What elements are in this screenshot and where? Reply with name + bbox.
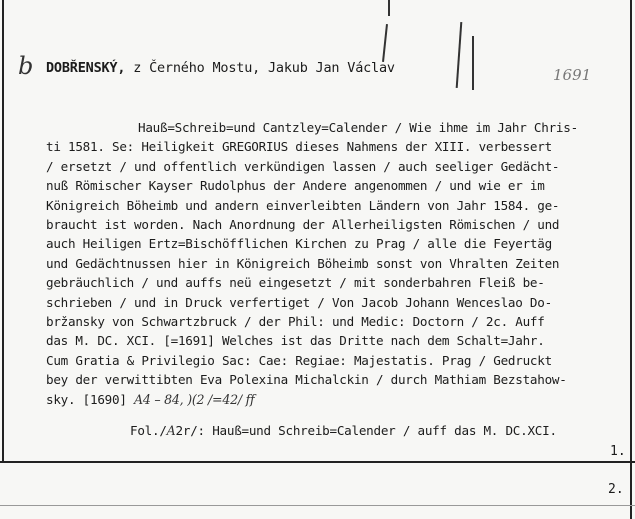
imprint-line	[46, 390, 626, 409]
text-line: und Gedächtnussen hier in Königreich Böheimb sonst von Vhralten Zeiten	[46, 255, 560, 271]
author-surname: DOBŘENSKÝ,	[46, 60, 126, 76]
card-heading	[46, 60, 395, 76]
text-line: das M. DC. XCI. [=1691] Welches ist das Dritte nach dem Schalt=Jahr.	[46, 333, 545, 349]
handwritten-collation: A4 – 84, )(2 /=42/ ff	[134, 391, 255, 407]
text-line: Königreich Böheimb und andern einverleibten Ländern von Jahr 1584. ge-	[46, 197, 560, 213]
text-line: schrieben / und in Druck verfertiget / Von Jacob Johann Wenceslao Do-	[46, 294, 552, 310]
text-line: Hauß=Schreib=und Cantzley=Calender / Wie ihme im Jahr Chris-	[138, 120, 578, 135]
folio-line	[130, 423, 557, 438]
text-line: braucht ist worden. Nach Anordnung der Allerheiligsten Römischen / und	[46, 217, 560, 233]
card-left-border	[2, 0, 4, 462]
margin-mark: b	[18, 52, 34, 80]
text-line: bey der verwittibten Eva Polexina Michalckin / durch Mathiam Bezstahow-	[46, 372, 567, 388]
text-line: gebräuchlich / und auffs neü eingesetzt / mit sonderbahren Fleiß be-	[46, 275, 545, 291]
text-line: nuß Römischer Kayser Rudolphus der Andere angenommen / und wie er im	[46, 178, 545, 194]
text-line: Cum Gratia & Privilegio Sac: Cae: Regiae: Majestatis. Prag / Gedruckt	[46, 352, 552, 368]
year-annotation: 1691	[553, 66, 592, 84]
author-full-name: z Černého Mostu, Jakub Jan Václav	[133, 60, 395, 76]
page-number-1: 1.	[610, 444, 626, 459]
folio-handwritten: A	[166, 423, 176, 438]
pen-stroke-a	[382, 24, 388, 62]
text-line: auch Heiligen Ertz=Bischöfflichen Kirchen zu Prag / alle die Feyertäg	[46, 236, 552, 252]
page-number-2: 2.	[608, 482, 624, 497]
text-line: bržansky von Schwartzbruck / der Phil: und Medic: Doctorn / 2c. Auff	[46, 314, 545, 330]
folio-text: 2r/: Hauß=und Schreib=Calender / auff das M. DC.XCI.	[175, 423, 557, 438]
text-line: ti 1581. Se: Heiligkeit GREGORIUS dieses Nahmens der XIII. verbessert	[46, 139, 552, 155]
next-card-right-border	[630, 463, 632, 519]
pen-stroke-top	[388, 0, 390, 16]
card-right-border	[630, 0, 632, 462]
next-card-rule	[0, 505, 635, 506]
imprint-text: sky. [1690]	[46, 391, 127, 407]
title-description	[46, 118, 626, 409]
card-bottom-border	[0, 461, 635, 463]
pen-stroke-c	[472, 36, 474, 90]
folio-prefix: Fol./	[130, 423, 167, 438]
text-line: / ersetzt / und offentlich verkündigen lassen / auch seeliger Gedächt-	[46, 158, 560, 174]
pen-stroke-b	[456, 22, 463, 88]
